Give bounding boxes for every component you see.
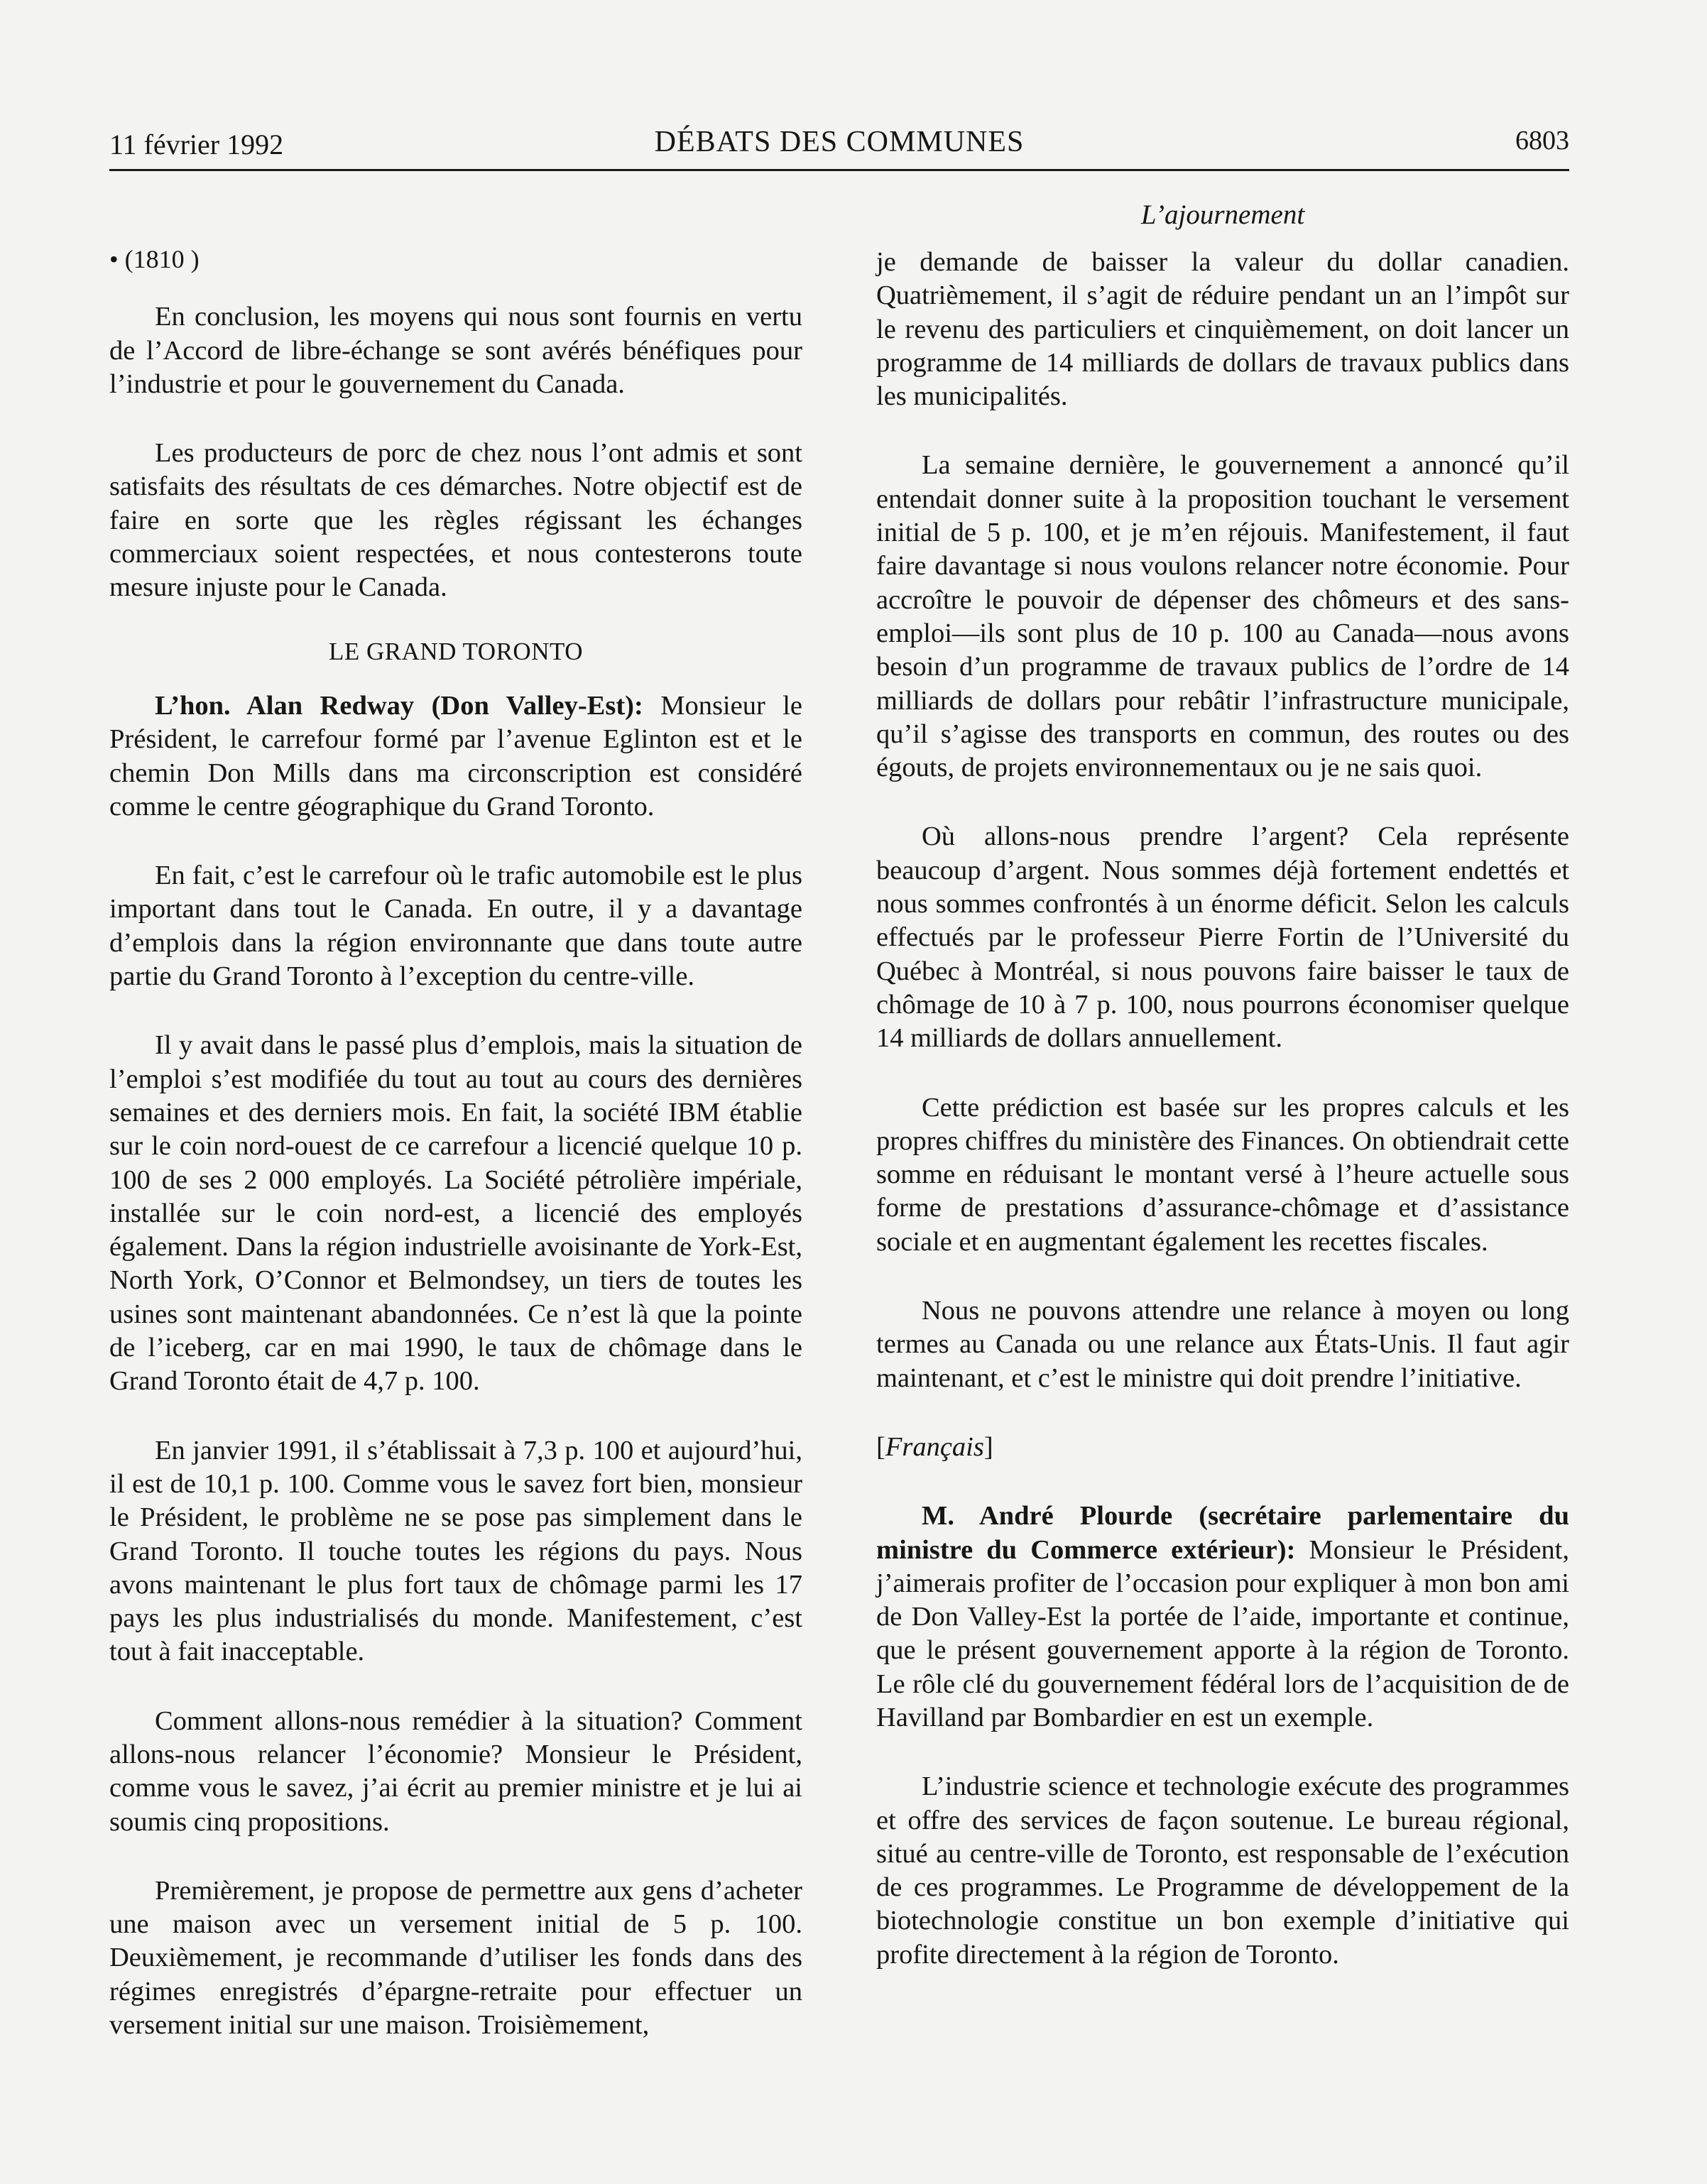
paragraph: La semaine dernière, le gouvernement a annoncé qu’il entendait donner suite à la proposition touchant le versement initial de 5 p. 100, et je m’en réjouis. Manifestement, il faut faire davantage si nous voulons relancer notre économie. Pour accroître le pouvoir de dépenser des chômeurs et des sans-emploi—ils sont plus de 10 p. 100 au Canada—nous avons besoin d’un programme de travaux publics de l’ordre de 14 milliards de dollars pour rebâtir l’infrastructure municipale, qu’il s’agisse des transports en commun, des routes ou des égouts, de projets environnementaux ou je ne sais quoi. [876, 450, 1569, 783]
paragraph: En fait, c’est le carrefour où le trafic automobile est le plus important dans tout le Canada. En outre, il y a davantage d’emplois dans la région environnante que dans toute autre partie du Grand Toronto à l’exception du centre-ville. [109, 861, 802, 992]
speaker-name: L’hon. Alan Redway (Don Valley-Est): [155, 690, 643, 721]
language-marker [876, 1431, 1569, 1464]
speaker-name: M. André Plourde (secrétaire parlementaire du ministre du Commerce extérieur): [876, 1501, 1569, 1565]
paragraph: L’industrie science et technologie exécute des programmes et offre des services de façon soutenue. Le bureau régional, situé au centre-ville de Toronto, est responsable de l’exécution de ces programmes. Le Programme de développement de la biotechnologie constitue un bon exemple d’initiative qui profite directement à la région de Toronto. [876, 1771, 1569, 1970]
bracket: [ [876, 1431, 885, 1462]
paragraph: En janvier 1991, il s’établissait à 7,3 p. 100 et aujourd’hui, il est de 10,1 p. 100. Comme vous le savez fort bien, monsieur le Président, le problème ne se pose pas simplement dans le Grand Toronto. Il touche toutes les régions du pays. Nous avons maintenant le plus fort taux de chômage parmi les 17 pays les plus industrialisés du monde. Manifestement, c’est tout à fait inacceptable. [109, 1435, 802, 1667]
language-label: Français [885, 1431, 984, 1462]
paragraph: je demande de baisser la valeur du dollar canadien. Quatrièmement, il s’agit de réduire pendant un an l’impôt sur le revenu des particuliers et cinquièmement, on doit lancer un programme de 14 milliards de dollars de travaux publics dans les municipalités. [876, 247, 1569, 412]
paragraph: Où allons-nous prendre l’argent? Cela représente beaucoup d’argent. Nous sommes déjà fortement endettés et nous sommes confrontés à un énorme déficit. Selon les calculs effectués par le professeur Pierre Fortin de l’Université du Québec à Montréal, si nous pouvons faire baisser le taux de chômage de 10 à 7 p. 100, nous pourrons économiser quelque 14 milliards de dollars annuellement. [876, 821, 1569, 1054]
paragraph: Il y avait dans le passé plus d’emplois, mais la situation de l’emploi s’est modifiée du tout au tout au cours des dernières semaines et des derniers mois. En fait, la société IBM établie sur le coin nord-ouest de ce carrefour a licencié quelque 10 p. 100 de ses 2 000 employés. La Société pétrolière impériale, installée sur le coin nord-est, a licencié des employés également. Dans la région industrielle avoisinante de York-Est, North York, O’Connor et Belmondsey, un tiers de toutes les usines sont maintenant abandonnées. Ce n’est là que la pointe de l’iceberg, car en mai 1990, le taux de chômage dans le Grand Toronto était de 4,7 p. 100. [109, 1030, 802, 1397]
header-title: DÉBATS DES COMMUNES [654, 126, 1025, 158]
bracket: ] [983, 1431, 993, 1462]
right-column [876, 246, 1569, 2007]
page-header [109, 125, 1569, 165]
timestamp: • (1810 ) [109, 245, 200, 273]
paragraph: Premièrement, je propose de permettre aux gens d’acheter une maison avec un versement initial de 5 p. 100. Deuxièmement, je recommande d’utiliser les fonds dans des régimes enregistrés d’épargne-retraite pour effectuer un versement initial sur une maison. Troisièmement, [109, 1875, 802, 2041]
section-label: L’ajournement [1140, 200, 1305, 230]
paragraph: Cette prédiction est basée sur les propres calculs et les propres chiffres du ministère des Finances. On obtiendrait cette somme en réduisant le montant versé à l’heure actuelle sous forme de prestations d’assurance-chômage et d’assistance sociale et en augmentant également les recettes fiscales. [876, 1092, 1569, 1257]
paragraph: En conclusion, les moyens qui nous sont fournis en vertu de l’Accord de libre-échange se sont avérés bénéfiques pour l’industrie et pour le gouvernement du Canada. [109, 302, 802, 399]
paragraph: Nous ne pouvons attendre une relance à moyen ou long termes au Canada ou une relance aux États-Unis. Il faut agir maintenant, et c’est le ministre qui doit prendre l’initiative. [876, 1296, 1569, 1393]
page-number: 6803 [1515, 126, 1569, 155]
header-rule [109, 169, 1569, 171]
header-date: 11 février 1992 [109, 129, 284, 160]
left-column [109, 243, 802, 2077]
paragraph [109, 689, 802, 824]
paragraph: Les producteurs de porc de chez nous l’ont admis et sont satisfaits des résultats de ces démarches. Notre objectif est de faire en sorte que les règles régissant les échanges commerciaux soient respectées, et nous contesterons toute mesure injuste pour le Canada. [109, 438, 802, 603]
paragraph [876, 1500, 1569, 1735]
paragraph: Comment allons-nous remédier à la situation? Comment allons-nous relancer l’économie? Monsieur le Président, comme vous le savez, j’ai écrit au premier ministre et je lui ai soumis cinq propositions. [109, 1705, 802, 1837]
paragraph-text: Monsieur le Président, le carrefour formé par l’avenue Eglinton est et le chemin Don Mills dans ma circonscription est considéré comme le centre géographique du Grand Toronto. [109, 690, 802, 821]
section-heading: LE GRAND TORONTO [328, 637, 584, 665]
paragraph-text: Monsieur le Président, j’aimerais profiter de l’occasion pour expliquer à mon bon ami de Don Valley-Est la portée de l’aide, importante et continue, que le présent gouvernement apporte à la région de Toronto. Le rôle clé du gouvernement fédéral lors de l’acquisition de de Havilland par Bombardier en est un exemple. [876, 1534, 1569, 1732]
